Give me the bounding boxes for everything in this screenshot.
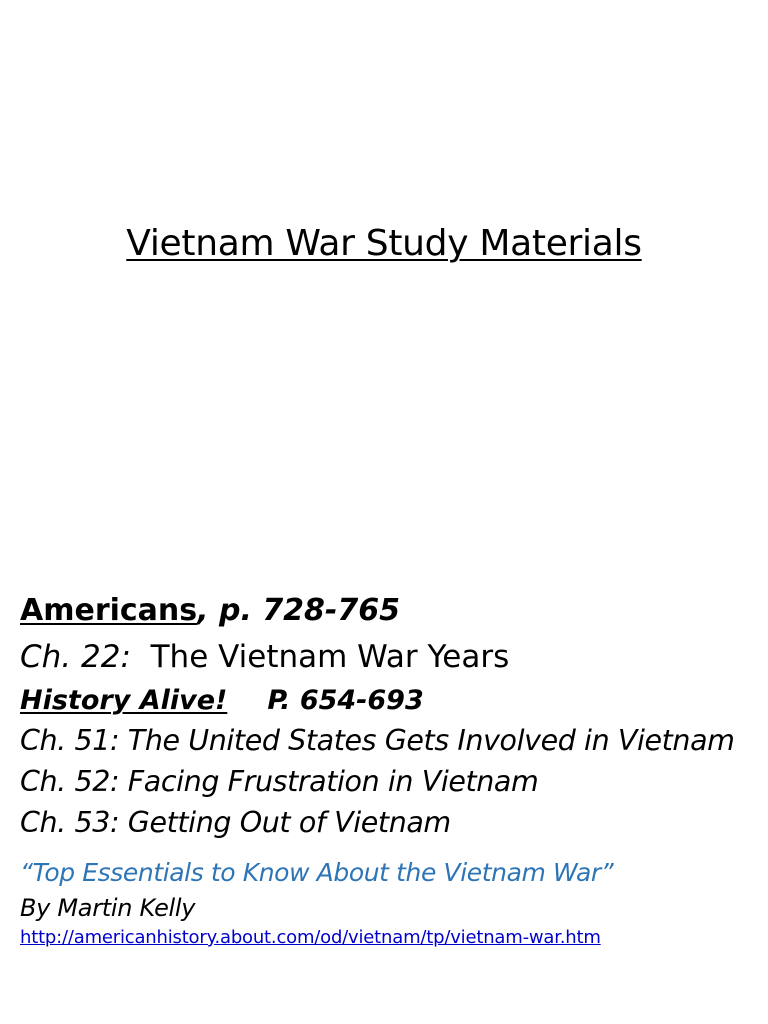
history-alive-page-range: P. 654-693 — [267, 685, 424, 716]
americans-chapter-title: The Vietnam War Years — [130, 639, 510, 675]
history-alive-chapter: Ch. 52: Facing Frustration in Vietnam — [20, 765, 539, 798]
study-materials-list — [20, 588, 760, 951]
page-title: Vietnam War Study Materials — [126, 223, 642, 264]
americans-chapter — [20, 634, 760, 680]
americans-chapter-label: Ch. 22: — [20, 639, 131, 675]
article-byline: By Martin Kelly — [20, 894, 196, 922]
americans-book-title: Americans — [20, 593, 198, 628]
history-alive-chapter: Ch. 53: Getting Out of Vietnam — [20, 806, 451, 839]
history-alive-chapter: Ch. 51: The United States Gets Involved in Vietnam — [20, 724, 735, 757]
americans-page-range: , p. 728-765 — [197, 593, 401, 628]
article-title: “Top Essentials to Know About the Vietnam War” — [20, 858, 614, 887]
history-alive-book-title: History Alive! — [20, 685, 228, 716]
article-link[interactable]: http://americanhistory.about.com/od/vietnam/tp/vietnam-war.htm — [20, 927, 601, 948]
history-alive-reference — [20, 682, 760, 720]
americans-reference — [20, 588, 760, 634]
